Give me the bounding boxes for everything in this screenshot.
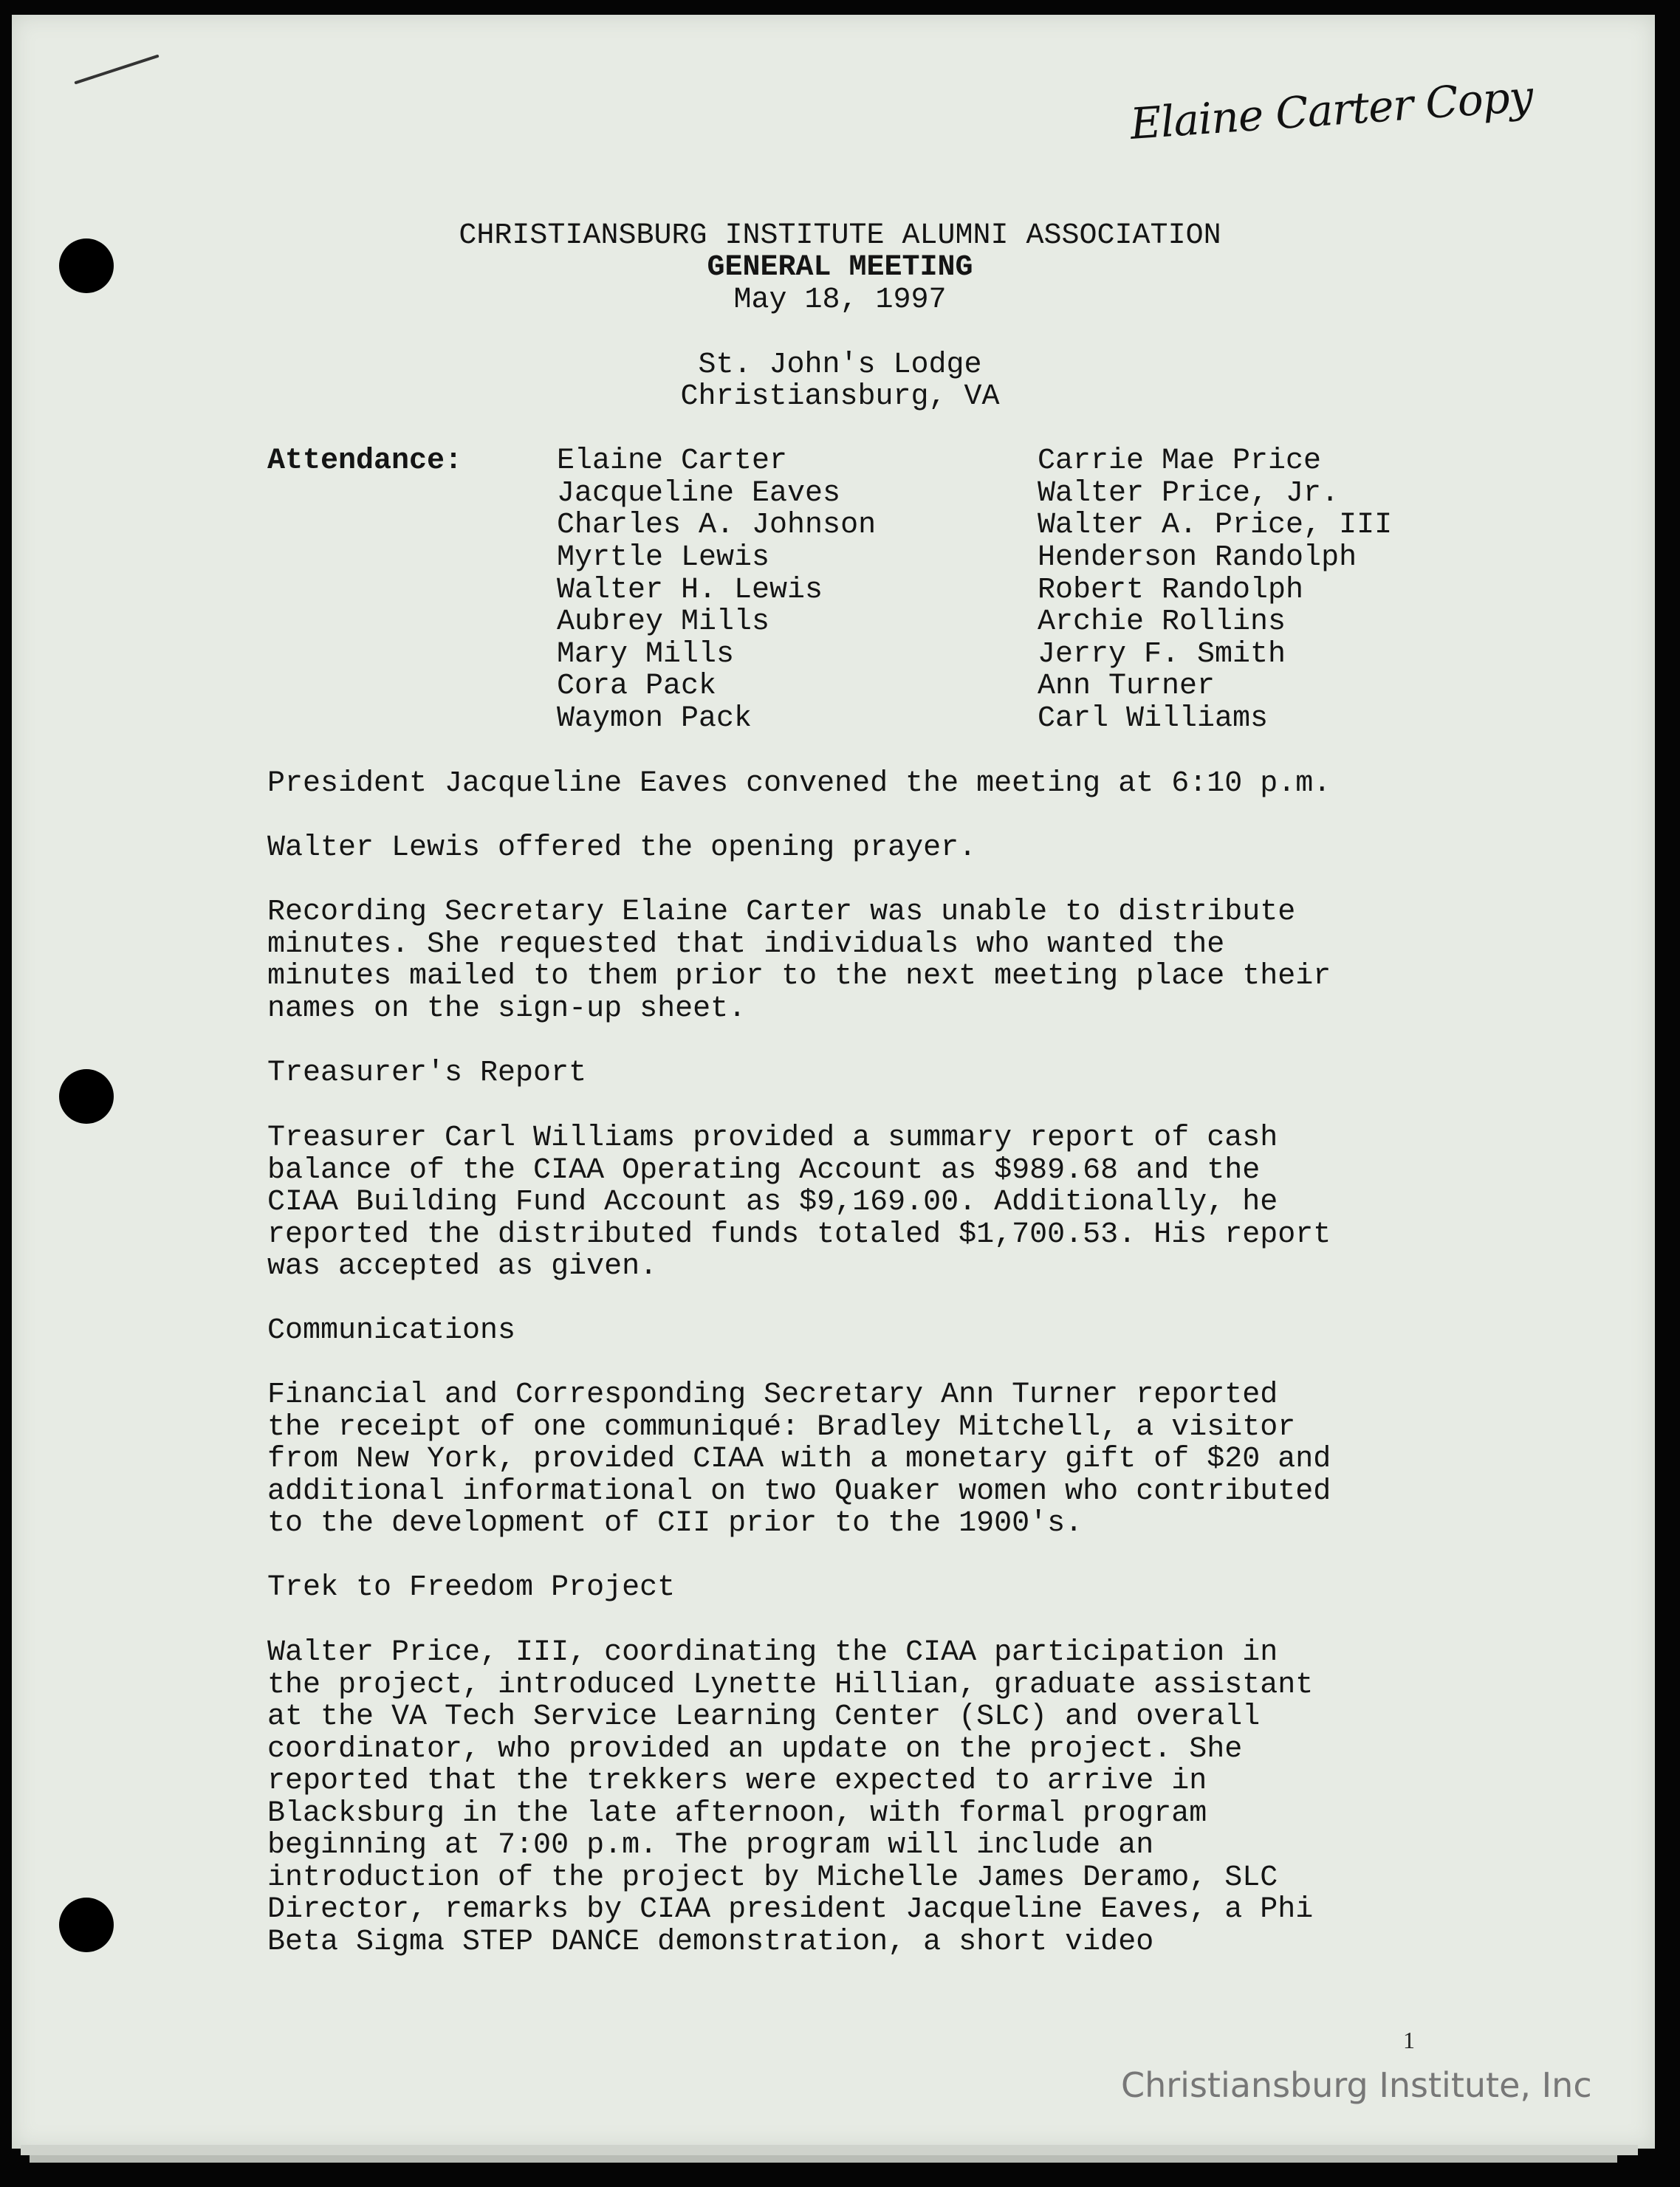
punch-hole xyxy=(59,1898,114,1952)
punch-hole xyxy=(59,1069,114,1124)
attendee: Myrtle Lewis xyxy=(557,541,770,574)
attendee: Archie Rollins xyxy=(1038,605,1286,639)
paper-edge xyxy=(30,2155,1617,2163)
meeting-city: Christiansburg, VA xyxy=(680,380,1000,413)
section-heading-trek: Trek to Freedom Project xyxy=(267,1571,676,1604)
meeting-venue: St. John's Lodge xyxy=(698,349,982,382)
meeting-date: May 18, 1997 xyxy=(733,284,947,317)
meeting-title: GENERAL MEETING xyxy=(707,251,973,284)
watermark: Christiansburg Institute, Inc xyxy=(1121,2065,1592,2105)
attendee: Henderson Randolph xyxy=(1038,541,1357,574)
attendee: Elaine Carter xyxy=(557,444,788,478)
attendee: Mary Mills xyxy=(557,638,735,671)
paragraph-prayer: Walter Lewis offered the opening prayer. xyxy=(267,831,977,865)
attendee: Jacqueline Eaves xyxy=(557,477,841,510)
attendee: Walter H. Lewis xyxy=(557,574,823,607)
attendee: Walter A. Price, III xyxy=(1038,509,1393,542)
paragraph-treasurer: Treasurer Carl Williams provided a summary report of cash balance of the CIAA Operating Account as $989.68 and the CIAA Building Fund Account as $9,169.00. Additionally, he reported the distributed funds totaled $1,700.53. His report was accepted as given. xyxy=(267,1122,1331,1283)
attendee: Jerry F. Smith xyxy=(1038,638,1286,671)
section-heading-communications: Communications xyxy=(267,1314,516,1347)
page-number: 1 xyxy=(1403,2027,1415,2053)
paragraph-minutes: Recording Secretary Elaine Carter was unable to distribute minutes. She requested that individuals who wanted the minutes mailed to them prior to the next meeting place their names on the sign-up sheet. xyxy=(267,896,1331,1026)
attendance-label: Attendance: xyxy=(267,444,463,478)
paper-edge xyxy=(21,2145,1638,2155)
handwritten-note: Elaine Carter Copy xyxy=(1128,71,1535,149)
paragraph-communications: Financial and Corresponding Secretary Ann Turner reported the receipt of one communiqué: Bradley Mitchell, a visitor from New York, provided CIAA with a monetary gift of $20 and additional informational on two Quaker women who contributed to the development of CII prior to the 1900's. xyxy=(267,1379,1331,1540)
attendee: Charles A. Johnson xyxy=(557,509,877,542)
paragraph-convened: President Jacqueline Eaves convened the meeting at 6:10 p.m. xyxy=(267,767,1331,800)
attendee: Carl Williams xyxy=(1038,702,1269,735)
org-title: CHRISTIANSBURG INSTITUTE ALUMNI ASSOCIATION xyxy=(459,219,1221,253)
attendee: Waymon Pack xyxy=(557,702,752,735)
attendee: Cora Pack xyxy=(557,670,717,703)
attendee: Walter Price, Jr. xyxy=(1038,477,1340,510)
paragraph-trek: Walter Price, III, coordinating the CIAA participation in the project, introduced Lynette Hillian, graduate assistant at the VA Tech Service Learning Center (SLC) and overall coordinator, who provided an update on the project. She reported that the trekkers were expected to arrive in Blacksburg in the late afternoon, with formal program beginning at 7:00 p.m. The program will include an introduction of the project by Michelle James Deramo, SLC Director, remarks by CIAA president Jacqueline Eaves, a Phi Beta Sigma STEP DANCE demonstration, a short video xyxy=(267,1636,1314,1959)
section-heading-treasurer: Treasurer's Report xyxy=(267,1057,587,1090)
attendee: Ann Turner xyxy=(1038,670,1216,703)
attendee: Carrie Mae Price xyxy=(1038,444,1322,478)
attendee: Robert Randolph xyxy=(1038,574,1304,607)
attendee: Aubrey Mills xyxy=(557,605,770,639)
